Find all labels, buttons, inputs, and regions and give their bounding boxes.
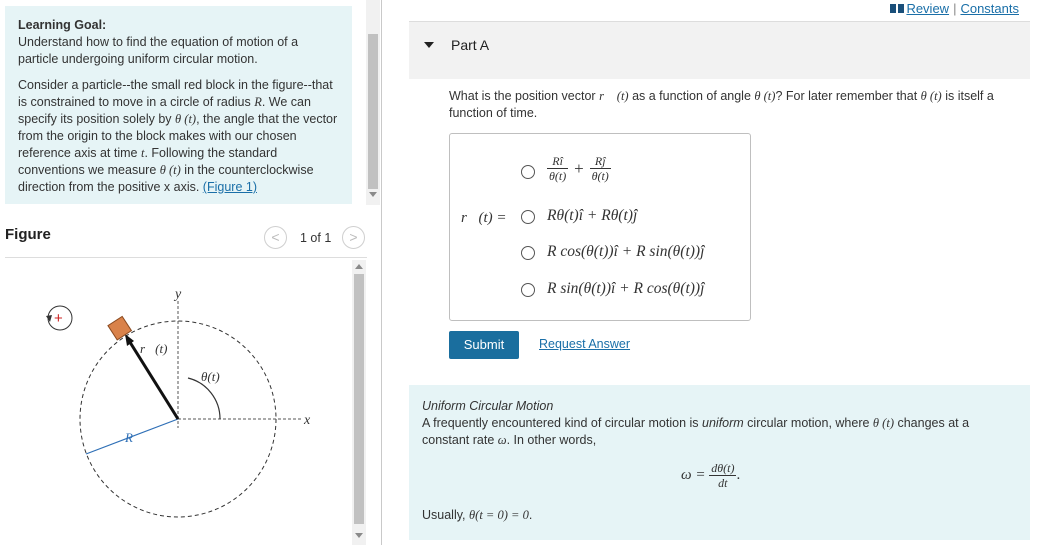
rotation-plus-sign: +: [54, 310, 63, 327]
x-axis-label: x: [304, 413, 311, 428]
next-figure-button[interactable]: >: [342, 226, 365, 249]
left-panel-scrollbar[interactable]: [366, 0, 380, 205]
position-vector-label: r⃗(t): [140, 341, 168, 356]
scroll-down-arrow[interactable]: [369, 192, 377, 197]
y-axis-label: y: [175, 287, 182, 302]
radius-label: R: [125, 430, 133, 445]
scrollbar-thumb[interactable]: [354, 274, 364, 524]
figure-header: [5, 222, 367, 258]
scroll-down-arrow[interactable]: [355, 533, 363, 538]
scrollbar-thumb[interactable]: [368, 34, 378, 189]
book-icon: [890, 2, 904, 17]
hint-panel: [409, 385, 1030, 540]
learning-goal-body: Consider a particle--the small red block in the figure--that is constrained to move in a circle of radius R. We can specify its position solely by θ (t), the angle that the vector from the origin to the block makes with our chosen reference axis at time t. Following the standard conventions we measure θ (t) in the counterclockwise direction from the positive x axis. (Figure 1): [18, 78, 338, 194]
figure-pager-count: 1 of 1: [300, 231, 332, 245]
learning-goal-heading: Learning Goal:: [18, 18, 107, 32]
omega-equation: ω = $\frac{d\theta(t)}{dt}$ .: [681, 461, 741, 490]
figure-1-link[interactable]: (Figure 1): [202, 180, 257, 194]
answer-options-box: [449, 133, 751, 321]
theta-arc: [188, 378, 220, 419]
initial-condition-text: Usually, θ(t = 0) = 0.: [422, 508, 533, 522]
radio-button[interactable]: [521, 165, 535, 179]
scroll-up-arrow[interactable]: [355, 264, 363, 269]
part-a-header[interactable]: [409, 21, 1030, 79]
figure-label: Figure: [5, 226, 51, 243]
previous-figure-button[interactable]: <: [264, 226, 287, 249]
top-links: [890, 1, 1019, 17]
part-label: Part A: [451, 37, 490, 53]
hint-text: A frequently encountered kind of circular motion is uniform circular motion, where θ (t) changes at a constant rate ω. In other words,: [422, 416, 970, 447]
theta-label: θ(t): [201, 369, 220, 384]
review-link[interactable]: Review: [906, 1, 950, 16]
radio-button[interactable]: [521, 210, 535, 224]
submit-button[interactable]: Submit: [449, 331, 519, 359]
answer-expression: $\frac{Rî}{\theta(t)}$ + $\frac{Rĵ}{\theta(t)}$: [549, 154, 609, 183]
collapse-caret-icon[interactable]: [424, 42, 434, 48]
question-text: What is the position vector r⃗ (t) as a function of angle θ (t)? For later remember that θ (t) is itself a function of time.: [449, 89, 994, 120]
learning-goal-text: Understand how to find the equation of motion of a particle undergoing uniform circular motion.: [18, 35, 299, 66]
radio-button[interactable]: [521, 283, 535, 297]
answer-expression: R sin(θ(t))î + R cos(θ(t))ĵ: [547, 280, 705, 297]
request-answer-link[interactable]: Request Answer: [539, 337, 631, 351]
hint-title: Uniform Circular Motion: [422, 399, 554, 413]
figure-image: [5, 260, 350, 545]
answer-expression: R cos(θ(t))î + R sin(θ(t))ĵ: [547, 243, 705, 260]
position-vector-lhs: r⃗(t) =: [461, 210, 507, 226]
learning-goal-panel: [5, 6, 352, 204]
separator: |: [953, 1, 957, 16]
figure-scrollbar[interactable]: [352, 260, 366, 545]
radio-button[interactable]: [521, 246, 535, 260]
constants-link[interactable]: Constants: [960, 1, 1019, 16]
answer-expression: Rθ(t)î + Rθ(t)ĵ: [547, 207, 638, 224]
rotation-arrowhead: [46, 315, 52, 322]
pane-divider[interactable]: [381, 0, 382, 545]
